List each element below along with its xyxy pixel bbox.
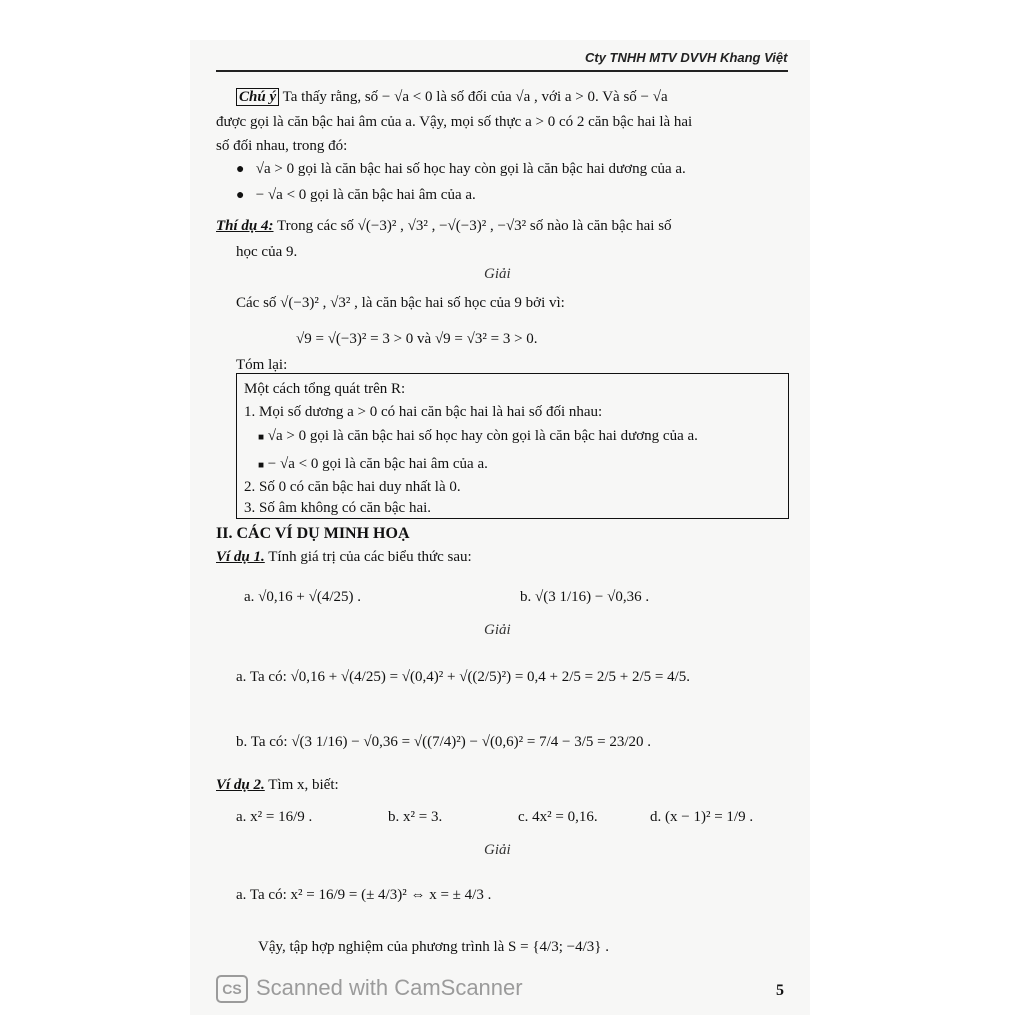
example2-sol-set: Vậy, tập hợp nghiệm của phương trình là S = {4/3; −4/3} .	[258, 939, 609, 955]
summary-line-2: 1. Mọi số dương a > 0 có hai căn bậc hai là hai số đối nhau:	[244, 404, 603, 420]
example2-line: Ví dụ 2. Tìm x, biết:	[216, 777, 339, 793]
summary-line-3: ■ √a > 0 gọi là căn bậc hai số học hay còn gọi là căn bậc hai dương của a.	[258, 428, 698, 444]
bullet-icon: ●	[236, 162, 245, 177]
example1-sol-b: b. Ta có: √(3 1/16) − √0,36 = √((7/4)²) − √(0,6)² = 7/4 − 3/5 = 23/20 .	[236, 734, 652, 750]
example4-sol-1: Các số √(−3)² , √3² , là căn bậc hai số học của 9 bởi vì:	[236, 295, 565, 311]
example2-sol-a: a. Ta có: x² = 16/9 = (± 4/3)² ⇔ x = ± 4/3 .	[236, 887, 492, 903]
summary-line-4: ■ − √a < 0 gọi là căn bậc hai âm của a.	[258, 456, 488, 472]
camscanner-logo-icon: CS	[216, 975, 248, 1003]
summary-label: Tóm lại:	[236, 357, 288, 373]
note-line-3: số đối nhau, trong đó:	[216, 138, 348, 154]
publisher-header: Cty TNHH MTV DVVH Khang Việt	[585, 50, 788, 65]
note-tag: Chú ý	[236, 88, 279, 106]
section-title: II. CÁC VÍ DỤ MINH HOẠ	[216, 525, 410, 542]
example2-a: a. x² = 16/9 .	[236, 809, 313, 825]
solution-heading: Giải	[484, 842, 511, 858]
example1-a: a. √0,16 + √(4/25) .	[244, 589, 361, 605]
square-bullet-icon: ■	[258, 460, 265, 471]
header-rule	[216, 70, 788, 72]
example4-line: Thí dụ 4: Trong các số √(−3)² , √3² , −√(−3)² , −√3² số nào là căn bậc hai số	[216, 218, 672, 234]
summary-line-6: 3. Số âm không có căn bậc hai.	[244, 500, 432, 516]
solution-heading: Giải	[484, 266, 511, 282]
note-bullet-1: ● √a > 0 gọi là căn bậc hai số học hay còn gọi là căn bậc hai dương của a.	[236, 161, 686, 177]
example4-sol-2: √9 = √(−3)² = 3 > 0 và √9 = √3² = 3 > 0.	[296, 331, 538, 347]
example1-label: Ví dụ 1.	[216, 549, 265, 565]
summary-line-1: Một cách tổng quát trên R:	[244, 381, 406, 397]
example4-label: Thí dụ 4:	[216, 218, 274, 234]
example2-c: c. 4x² = 0,16.	[518, 809, 598, 825]
note-line-2: được gọi là căn bậc hai âm của a. Vậy, mọi số thực a > 0 có 2 căn bậc hai là hai	[216, 114, 693, 130]
example1-sol-a: a. Ta có: √0,16 + √(4/25) = √(0,4)² + √((2/5)²) = 0,4 + 2/5 = 2/5 + 2/5 = 4/5.	[236, 669, 691, 685]
bullet-icon: ●	[236, 188, 245, 203]
note-line-1: Chú ý Ta thấy rằng, số − √a < 0 là số đối của √a , với a > 0. Và số − √a	[236, 88, 668, 106]
camscanner-watermark: CS Scanned with CamScanner	[216, 975, 523, 1003]
example1-line: Ví dụ 1. Tính giá trị của các biểu thức sau:	[216, 549, 472, 565]
example2-label: Ví dụ 2.	[216, 777, 265, 793]
note-bullet-2: ● − √a < 0 gọi là căn bậc hai âm của a.	[236, 187, 476, 203]
example4-line-2: học của 9.	[236, 244, 298, 260]
solution-heading: Giải	[484, 622, 511, 638]
summary-line-5: 2. Số 0 có căn bậc hai duy nhất là 0.	[244, 479, 461, 495]
example1-b: b. √(3 1/16) − √0,36 .	[520, 589, 650, 605]
page-number: 5	[776, 982, 784, 999]
example2-d: d. (x − 1)² = 1/9 .	[650, 809, 754, 825]
square-bullet-icon: ■	[258, 432, 265, 443]
example2-b: b. x² = 3.	[388, 809, 443, 825]
